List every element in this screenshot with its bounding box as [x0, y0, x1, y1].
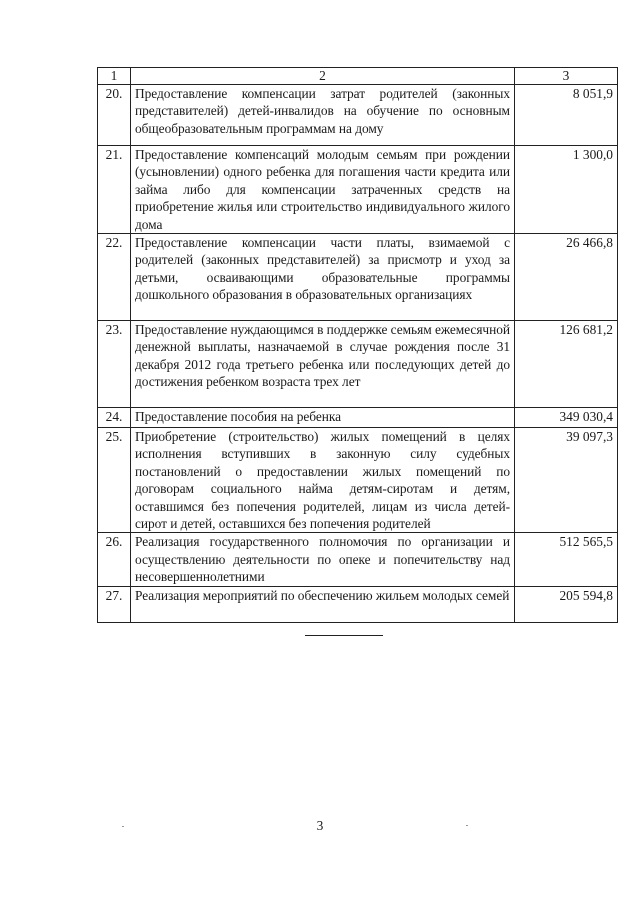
row-amount: 26 466,8 [515, 234, 618, 321]
table-row [98, 85, 618, 146]
row-number: 20. [98, 85, 131, 146]
page-number: 3 [316, 818, 324, 833]
row-description: Приобретение (строительство) жилых помещений в целях исполнения вступивших в законную силу судебных постановлений о предоставлении жилых помещений по договорам социального найма детям-сиротам и детям, оставшимся без попечения родителей, лицам из числа детей-сирот и детей, оставшихся без попечения родителей [131, 428, 515, 533]
row-number: 23. [98, 321, 131, 408]
row-number: 21. [98, 146, 131, 234]
row-description: Реализация мероприятий по обеспечению жильем молодых семей [131, 586, 515, 622]
header-row [98, 68, 618, 85]
row-number: 22. [98, 234, 131, 321]
row-description: Реализация государственного полномочия по организации и осуществлению деятельности по опеке и попечительству над несовершеннолетними [131, 533, 515, 586]
row-number: 25. [98, 428, 131, 533]
table-body [98, 85, 618, 623]
row-amount: 126 681,2 [515, 321, 618, 408]
budget-table [97, 67, 618, 623]
row-description: Предоставление компенсации затрат родителей (законных представителей) детей-инвалидов на обучение по основным общеобразовательным программам на дому [131, 85, 515, 146]
row-number: 24. [98, 408, 131, 428]
row-amount: 1 300,0 [515, 146, 618, 234]
row-amount: 512 565,5 [515, 533, 618, 586]
table-row [98, 586, 618, 622]
header-col-number: 1 [98, 68, 131, 85]
row-description: Предоставление пособия на ребенка [131, 408, 515, 428]
end-of-table-rule [305, 635, 383, 636]
row-description: Предоставление нуждающимся в поддержке семьям ежемесячной денежной выплаты, назначаемой в случае рождения после 31 декабря 2012 года третьего ребенка или последующих детей до достижения ребенком возраста трех лет [131, 321, 515, 408]
header-col-description: 2 [131, 68, 515, 85]
table-row [98, 533, 618, 586]
table-row [98, 321, 618, 408]
header-col-amount: 3 [515, 68, 618, 85]
scan-speck [122, 826, 124, 827]
table-header [98, 68, 618, 85]
row-amount: 349 030,4 [515, 408, 618, 428]
row-amount: 205 594,8 [515, 586, 618, 622]
row-number: 27. [98, 586, 131, 622]
table-row [98, 146, 618, 234]
row-amount: 39 097,3 [515, 428, 618, 533]
row-amount: 8 051,9 [515, 85, 618, 146]
table-row [98, 408, 618, 428]
row-description: Предоставление компенсации части платы, взимаемой с родителей (законных представителей) за присмотр и уход за детьми, осваивающими образовательные программы дошкольного образования в образовательных организациях [131, 234, 515, 321]
row-number: 26. [98, 533, 131, 586]
table-row [98, 428, 618, 533]
row-description: Предоставление компенсаций молодым семьям при рождении (усыновлении) одного ребенка для погашения части кредита или займа либо для компенсации затраченных средств на приобретение жилья или строительство индивидуального жилого дома [131, 146, 515, 234]
scan-speck [466, 825, 468, 826]
table-row [98, 234, 618, 321]
